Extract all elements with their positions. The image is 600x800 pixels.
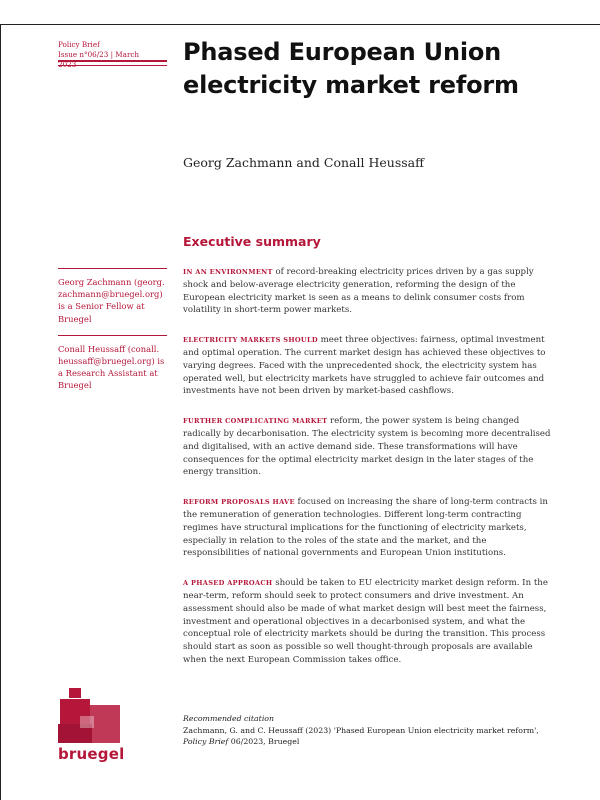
meta-rule-thin [58,65,167,66]
paragraph-lead: A PHASED APPROACH [183,579,273,588]
paragraph-text: of record-breaking electricity prices driven by a gas supply shock and below-average electricity generation, reforming the design of the European electricity market is seen as a means to delink consumer costs from volatility in short-term power markets. [183,267,534,316]
executive-summary-body [183,266,555,684]
bruegel-wordmark: bruegel [58,745,125,763]
paragraph-text: should be taken to EU electricity market design reform. In the near-term, reform should seek to protect consumers and drive investment. An assessment should also be made of what market design will best meet the fairness, investment and operational objectives in a decarbonised system, and what the conceptual role of electricity markets should be during the transition. This process should start as soon as possible so well thought-through proposals are available when the next European Commission takes office. [183,578,548,665]
paragraph-text: meet three objectives: fairness, optimal investment and optimal operation. The current market design has achieved these objectives to varying degrees. Faced with the unprecedented shock, the electricity system has operated well, but electricity markets have struggled to achieve fair outcomes and investments have not been driven by market-based cashflows. [183,335,546,397]
page-top-border [0,24,600,25]
paragraph-lead: REFORM PROPOSALS HAVE [183,498,295,507]
series-label: Policy Brief [58,40,100,49]
executive-summary-heading: Executive summary [183,234,321,249]
issue-label: Issue n°06/23 | March [58,50,140,59]
authors-line: Georg Zachmann and Conall Heussaff [183,155,424,170]
author-note-2: Conall Heussaff (conall. heussaff@bruegel.org) is a Research Assistant at Bruegel [58,343,165,391]
citation-text-line1: Zachmann, G. and C. Heussaff (2023) 'Phased European Union electricity market reform', [183,725,539,735]
logo-block-small [69,688,81,698]
page-left-border [0,24,1,800]
summary-paragraph [183,334,555,398]
meta-rule-thick [58,60,167,62]
author-note-1: Georg Zachmann (georg. zachmann@bruegel.org) is a Senior Fellow at Bruegel [58,277,165,324]
paragraph-lead: ELECTRICITY MARKETS SHOULD [183,336,318,345]
citation-label: Recommended citation [183,714,275,723]
summary-paragraph [183,415,555,479]
author-sidebar [58,268,168,402]
paragraph-text: focused on increasing the share of long-term contracts in the remuneration of generation technologies. Different long-term contracting regimes have structural implications for the functioning of electricity markets, especially in relation to the roles of the state and the market, and the responsibilities of national governments and European Union institutions. [183,497,548,559]
citation-issue: 06/2023, Bruegel [228,737,300,746]
paragraph-text: reform, the power system is being changed radically by decarbonisation. The electricity system is becoming more decentralised and digitalised, with an active demand side. These transformations will have consequences for the optimal electricity market design in the later stages of the energy transition. [183,416,551,478]
citation-text-line2 [183,736,555,748]
paragraph-lead: FURTHER COMPLICATING MARKET [183,417,328,426]
paragraph-lead: IN AN ENVIRONMENT [183,268,273,276]
sidebar-rule [58,335,167,336]
summary-paragraph [183,496,555,560]
logo-block-highlight [80,716,94,728]
recommended-citation [183,713,555,748]
summary-paragraph [183,266,555,317]
sidebar-rule [58,268,167,269]
citation-journal: Policy Brief [183,737,229,746]
page-title: Phased European Union electricity market reform [183,38,519,99]
summary-paragraph [183,577,555,667]
